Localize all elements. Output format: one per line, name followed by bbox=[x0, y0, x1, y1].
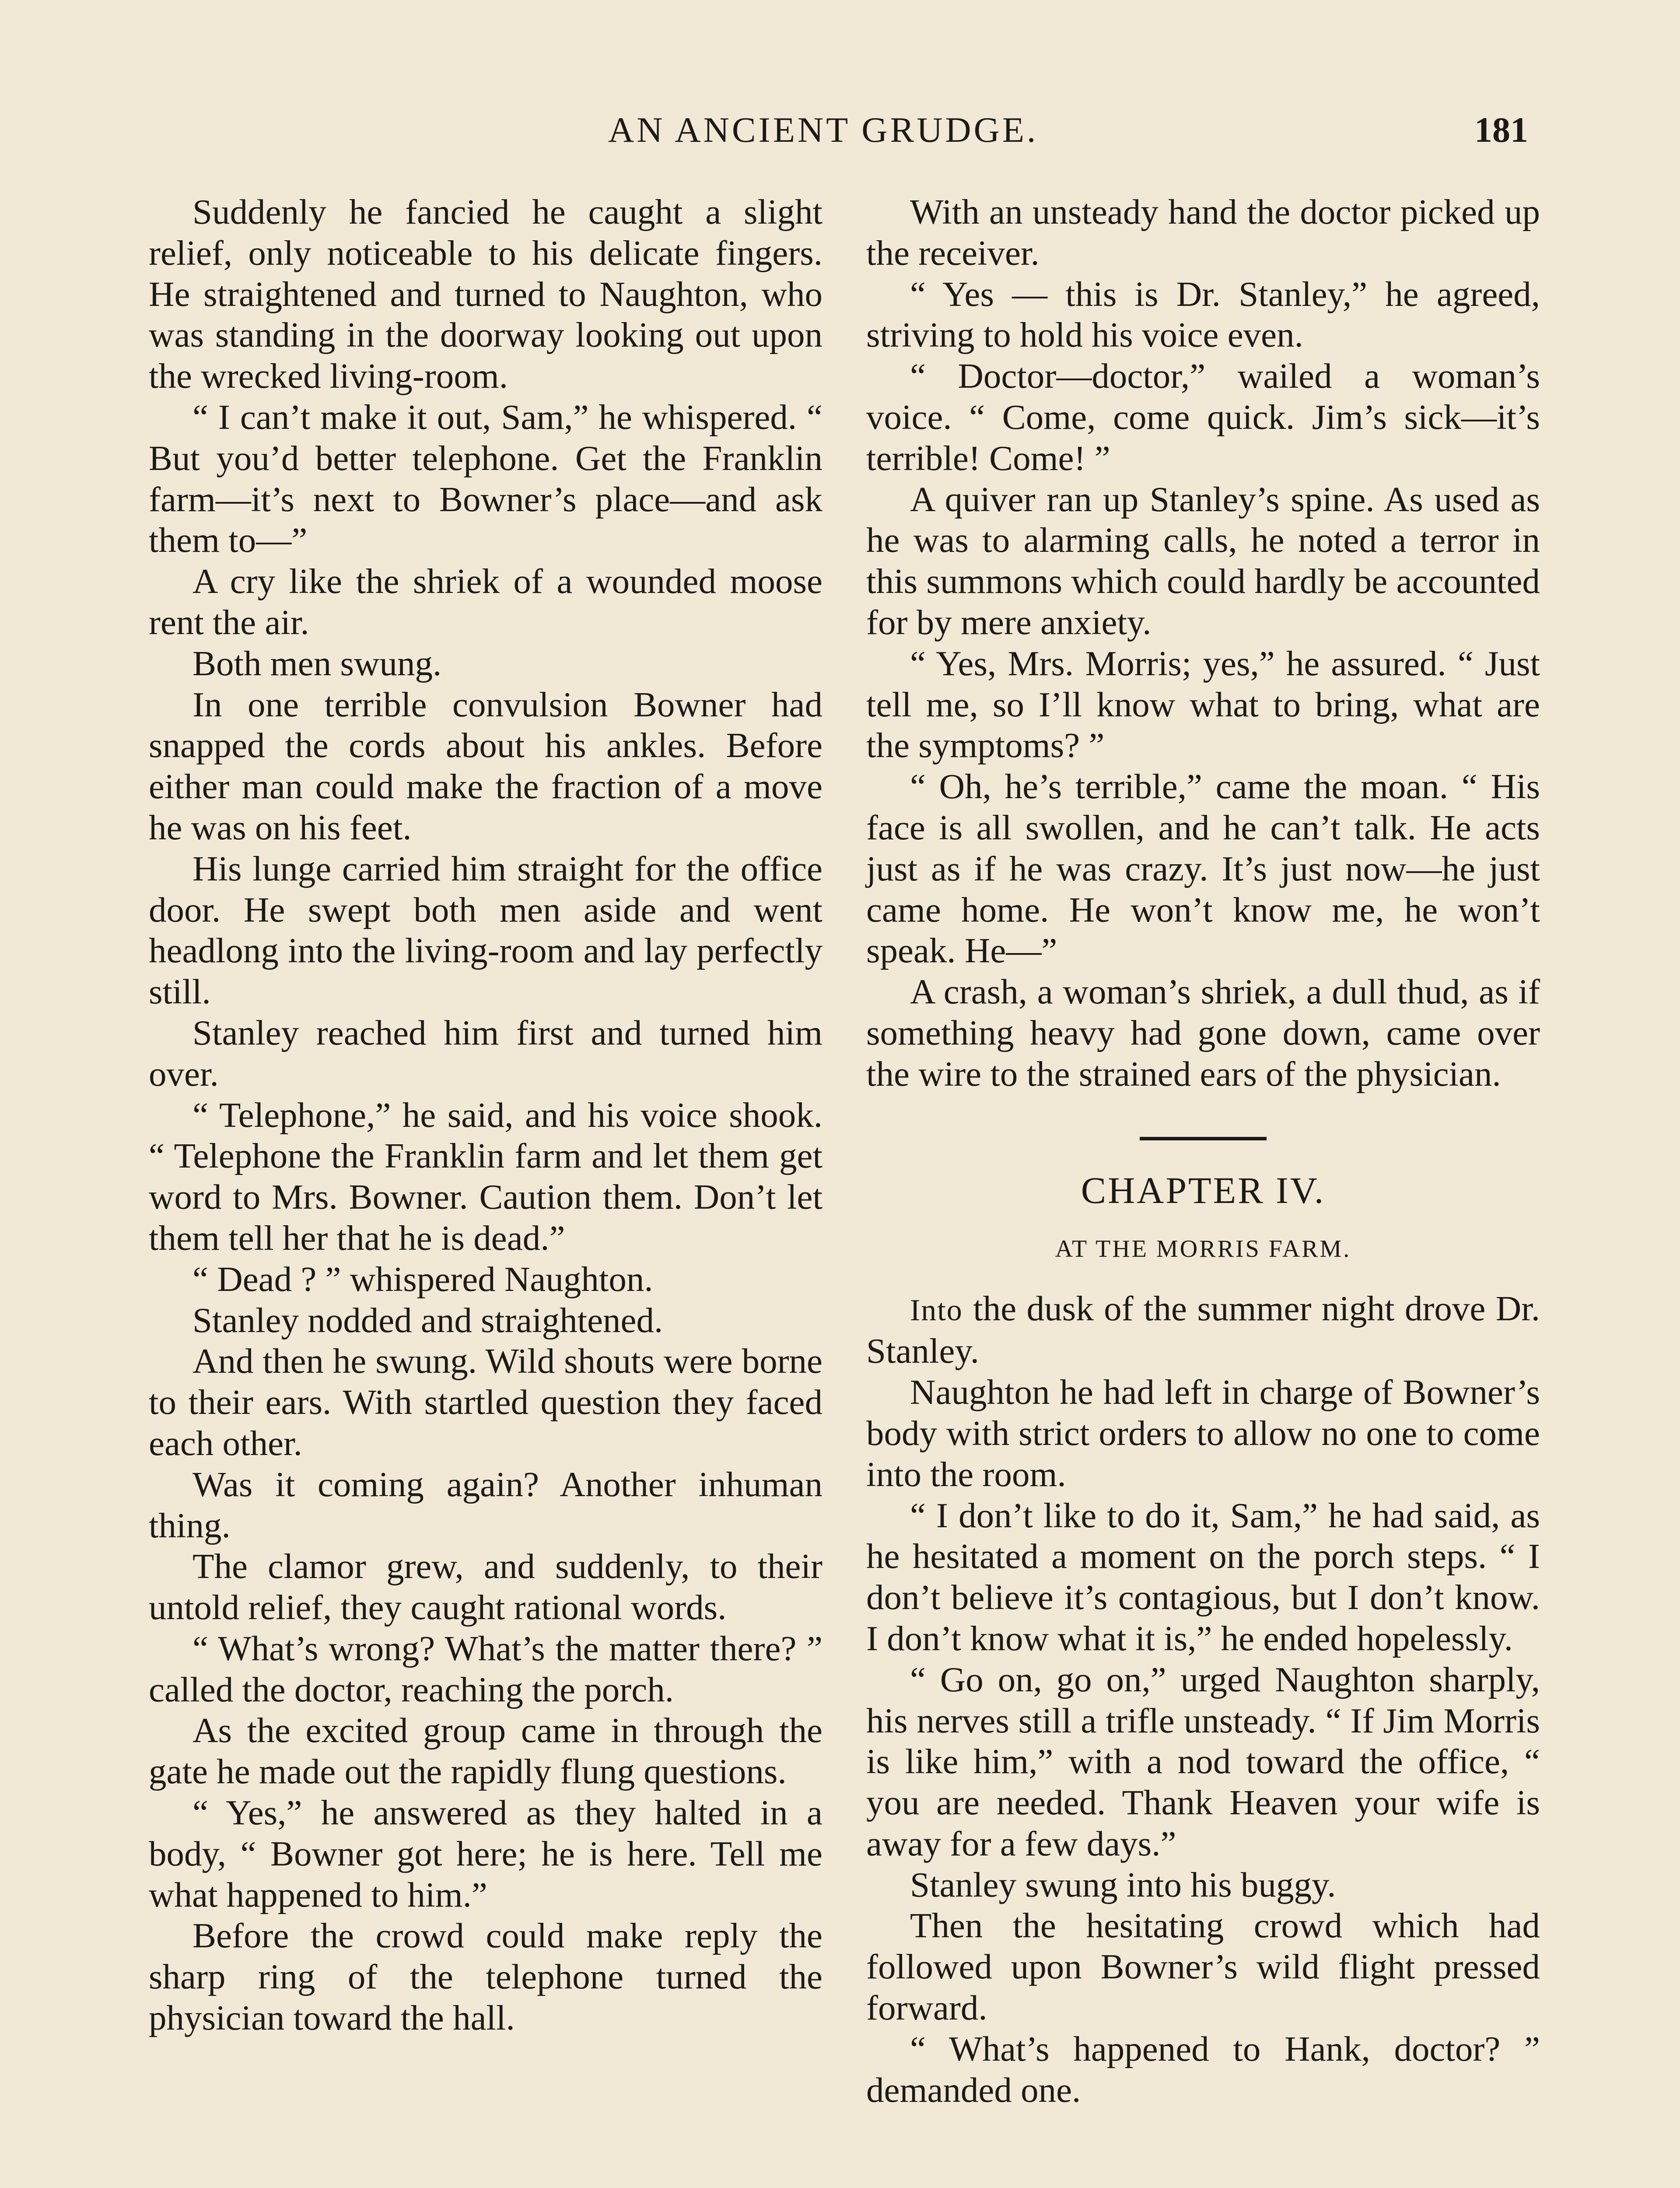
section-divider bbox=[1140, 1137, 1267, 1140]
paragraph: “ I can’t make it out, Sam,” he whispered. “ But you’d better telephone. Get the Franklin farm—it’s next to Bowner’s place—and ask them to—” bbox=[149, 397, 822, 560]
paragraph: Stanley reached him first and turned him over. bbox=[149, 1013, 822, 1094]
paragraph: “ Yes — this is Dr. Stanley,” he agreed, striving to hold his voice even. bbox=[866, 274, 1540, 355]
paragraph: “ Dead ? ” whispered Naughton. bbox=[192, 1259, 653, 1299]
lead-word: Into bbox=[910, 1293, 963, 1327]
right-column bbox=[866, 192, 1540, 2111]
paragraph: “ Doctor—doctor,” wailed a woman’s voice. “ Come, come quick. Jim’s sick—it’s terrible! Come! ” bbox=[866, 356, 1540, 478]
paragraph: Then the hesitating crowd which had followed upon Bowner’s wild flight pressed forward. bbox=[866, 1906, 1540, 2028]
paragraph: A quiver ran up Stanley’s spine. As used as he was to alarming calls, he noted a terror in this summons which could hardly be accounted for by mere anxiety. bbox=[866, 479, 1540, 642]
paragraph: Naughton he had left in charge of Bowner’s body with strict orders to allow no one to come into the room. bbox=[866, 1372, 1540, 1494]
paragraph: As the excited group came in through the gate he made out the rapidly flung questions. bbox=[149, 1711, 822, 1792]
paragraph: His lunge carried him straight for the office door. He swept both men aside and went headlong into the living-room and lay perfectly still. bbox=[149, 849, 822, 1012]
paragraph: A cry like the shriek of a wounded moose rent the air. bbox=[149, 561, 822, 642]
paragraph: Stanley nodded and straightened. bbox=[192, 1300, 663, 1340]
paragraph-text: the dusk of the summer night drove Dr. Stanley. bbox=[866, 1288, 1540, 1371]
page-number: 181 bbox=[1474, 110, 1528, 150]
paragraph: “ Go on, go on,” urged Naughton sharply, his nerves still a trifle unsteady. “ If Jim Morris is like him,” with a nod toward the office, “ you are needed. Thank Heaven your wife is away for a few days.” bbox=[866, 1659, 1540, 1863]
paragraph: “ Yes,” he answered as they halted in a body, “ Bowner got here; he is here. Tell me what happened to him.” bbox=[149, 1793, 822, 1914]
left-column bbox=[149, 192, 822, 2039]
paragraph: “ Telephone,” he said, and his voice shook. “ Telephone the Franklin farm and let them get word to Mrs. Bowner. Caution them. Don’t let them tell her that he is dead.” bbox=[149, 1095, 822, 1258]
paragraph: Was it coming again? Another inhuman thing. bbox=[149, 1464, 822, 1545]
paragraph: “ What’s wrong? What’s the matter there? ” called the doctor, reaching the porch. bbox=[149, 1628, 822, 1709]
paragraph: “ I don’t like to do it, Sam,” he had said, as he hesitated a moment on the porch steps. “ I don’t believe it’s contagious, but I don’t know. I don’t know what it is,” he ended hopelessly. bbox=[866, 1495, 1540, 1658]
running-title: AN ANCIENT GRUDGE. bbox=[608, 110, 1039, 150]
paragraph: Both men swung. bbox=[192, 643, 442, 683]
chapter-opening-paragraph bbox=[866, 1288, 1540, 1372]
paragraph: “ Oh, he’s terrible,” came the moan. “ His face is all swollen, and he can’t talk. He acts just as if he was crazy. It’s just now—he just came home. He won’t know me, he won’t speak. He—” bbox=[866, 767, 1540, 971]
paragraph: A crash, a woman’s shriek, a dull thud, as if something heavy had gone down, came over the wire to the strained ears of the physician. bbox=[866, 972, 1540, 1094]
chapter-subtitle: AT THE MORRIS FARM. bbox=[1055, 1235, 1351, 1262]
paragraph: In one terrible convulsion Bowner had snapped the cords about his ankles. Before either man could make the fraction of a move he was on his feet. bbox=[149, 684, 822, 847]
paragraph: With an unsteady hand the doctor picked up the receiver. bbox=[866, 192, 1540, 273]
paragraph: Stanley swung into his buggy. bbox=[910, 1865, 1336, 1904]
paragraph: And then he swung. Wild shouts were borne to their ears. With startled question they faced each other. bbox=[149, 1341, 822, 1463]
paragraph: “ What’s happened to Hank, doctor? ” demanded one. bbox=[866, 2029, 1540, 2110]
chapter-heading: CHAPTER IV. bbox=[1081, 1169, 1326, 1211]
paragraph: The clamor grew, and suddenly, to their untold relief, they caught rational words. bbox=[149, 1546, 822, 1627]
paragraph: Suddenly he fancied he caught a slight relief, only noticeable to his delicate fingers. He straightened and turned to Naughton, who was standing in the doorway looking out upon the wrecked living-room. bbox=[149, 192, 822, 396]
paragraph: Before the crowd could make reply the sharp ring of the telephone turned the physician toward the hall. bbox=[149, 1916, 822, 2038]
paragraph: “ Yes, Mrs. Morris; yes,” he assured. “ Just tell me, so I’ll know what to bring, what are the symptoms? ” bbox=[866, 643, 1540, 765]
